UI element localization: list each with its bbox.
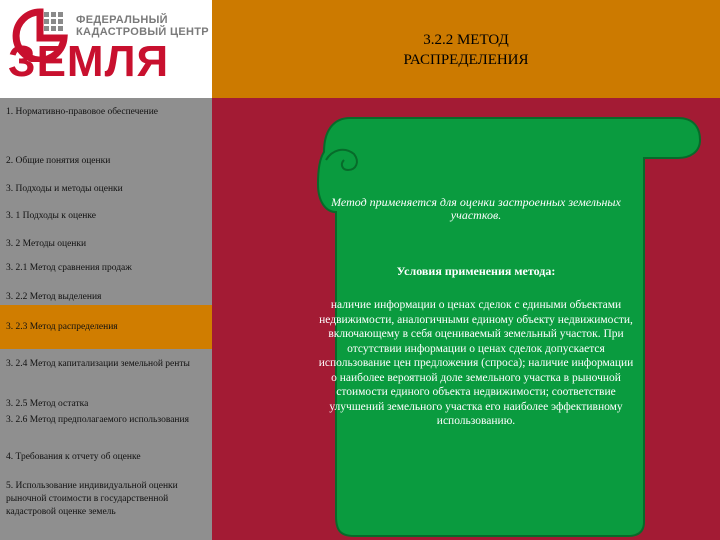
sidebar-item-sales-comparison[interactable]: 3. 2.1 Метод сравнения продаж: [6, 263, 132, 273]
sidebar-item-ground-rent[interactable]: 3. 2.4 Метод капитализации земельной ренты: [6, 359, 190, 369]
sidebar-item-general-concepts[interactable]: 2. Общие понятия оценки: [6, 156, 111, 166]
logo-line-2: КАДАСТРОВЫЙ ЦЕНТР: [76, 26, 209, 38]
sidebar-item-approaches-methods[interactable]: 3. Подходы и методы оценки: [6, 184, 123, 194]
sidebar-item-extraction[interactable]: 3. 2.2 Метод выделения: [6, 292, 102, 302]
conditions-text: наличие информации о ценах сделок с едиными объектами недвижимости, аналогичными единому объекту недвижимости, включающему в себя оцениваемый земельный участок. При отсутствии информации о ценах сделок допускается использование цен предложения (спроса); наличие информации о наиболее вероятной доле земельного участка в рыночной стоимости единого объекта недвижимости; соответствие улучшений земельного участка его наиболее эффективному использованию.: [318, 299, 634, 427]
logo-area: [0, 0, 212, 98]
page-title-line-1: 3.2.2 МЕТОД: [423, 32, 509, 48]
sidebar-item-legal-framework[interactable]: 1. Нормативно-правовое обеспечение: [6, 107, 159, 117]
page-title: [212, 30, 720, 70]
sidebar-item-cadastral-valuation[interactable]: 5. Использование индивидуальной оценки рыночной стоимости в государственной кадастровой оценке земель: [6, 481, 178, 517]
sidebar-item-allocation[interactable]: 3. 2.3 Метод распределения: [0, 305, 212, 349]
method-description: Метод применяется для оценки застроенных земельных участков.: [331, 195, 621, 222]
page-title-line-2: РАСПРЕДЕЛЕНИЯ: [403, 52, 529, 68]
logo-subtitle: [76, 14, 209, 38]
logo-name: ЗЕМЛЯ: [8, 37, 170, 86]
sidebar-item-report-requirements[interactable]: 4. Требования к отчету об оценке: [6, 452, 141, 462]
sidebar-item-residual[interactable]: 3. 2.5 Метод остатка: [6, 399, 89, 409]
conditions-heading: Условия применения метода:: [396, 264, 556, 278]
logo-line-1: ФЕДЕРАЛЬНЫЙ: [76, 14, 168, 26]
sidebar-item-methods[interactable]: 3. 2 Методы оценки: [6, 239, 87, 249]
sidebar-item-approaches[interactable]: 3. 1 Подходы к оценке: [6, 211, 96, 221]
sidebar-item-anticipated-use[interactable]: 3. 2.6 Метод предполагаемого использования: [6, 415, 189, 425]
